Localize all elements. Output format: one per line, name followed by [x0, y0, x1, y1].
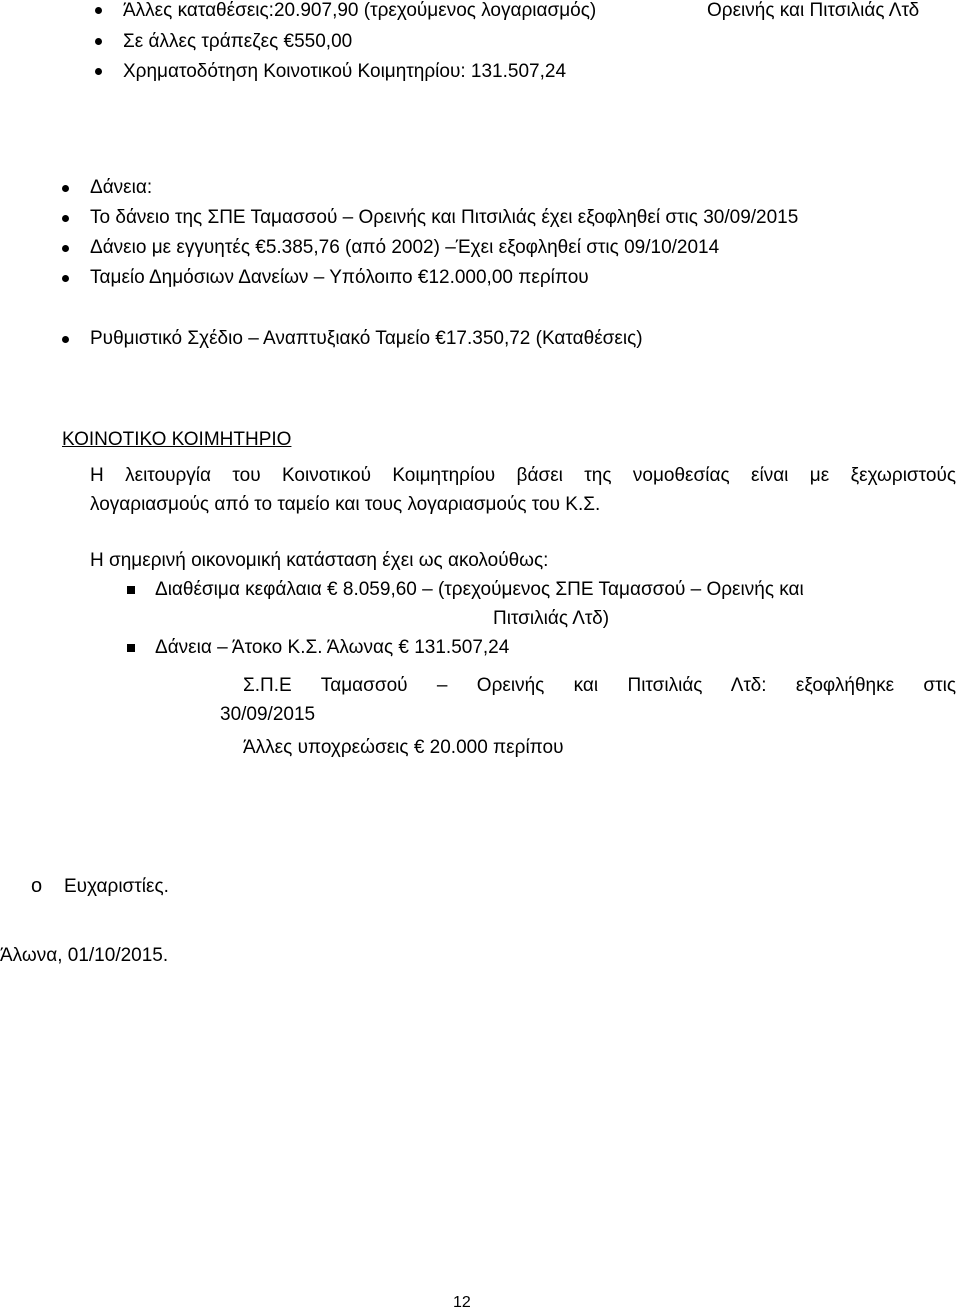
bullet-dot-icon — [62, 336, 69, 343]
place-date: Άλωνα, 01/10/2015. — [0, 945, 169, 966]
list-item-other-deposits: Άλλες καταθέσεις:20.907,90 (τρεχούμενος λογαριασμός) — [123, 0, 597, 21]
list-item-loan-guarantors: Δάνειο με εγγυητές €5.385,76 (από 2002) –Έχει εξοφληθεί στις 09/10/2014 — [90, 237, 720, 258]
section-heading-cemetery: ΚΟΙΝΟΤΙΚΟ ΚΟΙΜΗΤΗΡΙΟ — [62, 429, 292, 450]
other-liabilities: Άλλες υποχρεώσεις € 20.000 περίπου — [243, 737, 564, 758]
bullet-square-icon — [127, 586, 135, 594]
bullet-dot-icon — [95, 7, 102, 14]
list-item-interest-free-loan: Δάνεια – Άτοκο Κ.Σ. Άλωνας € 131.507,24 — [155, 637, 510, 658]
list-item-loan-spe: Το δάνειο της ΣΠΕ Ταμασσού – Ορεινής και Πιτσιλιάς έχει εξοφληθεί στις 30/09/2015 — [90, 207, 799, 228]
note-line: Σ.Π.Ε Ταμασσού – Ορεινής και Πιτσιλιάς Λτδ: εξοφλήθηκε στις — [243, 675, 956, 696]
thanks-line: Ευχαριστίες. — [64, 876, 169, 897]
bullet-square-icon — [127, 644, 135, 652]
list-item-available-funds-cont: Πιτσιλιάς Λτδ) — [493, 608, 610, 629]
bullet-dot-icon — [62, 215, 69, 222]
paragraph-line: Η λειτουργία του Κοινοτικού Κοιμητηρίου βάσει της νομοθεσίας είναι με ξεχωριστούς — [90, 465, 956, 486]
bullet-dot-icon — [95, 38, 102, 45]
list-item-available-funds: Διαθέσιμα κεφάλαια € 8.059,60 – (τρεχούμενος ΣΠΕ Ταμασσού – Ορεινής και — [155, 579, 804, 600]
list-item-cemetery-funding: Χρηματοδότηση Κοινοτικού Κοιμητηρίου: 131.507,24 — [123, 61, 567, 82]
bullet-circle-icon: o — [31, 875, 43, 897]
bullet-dot-icon — [62, 185, 69, 192]
list-item-public-loans-fund: Ταμείο Δημόσιων Δανείων – Υπόλοιπο €12.000,00 περίπου — [90, 267, 589, 288]
note-line-date: 30/09/2015 — [220, 704, 316, 725]
list-item-fragment-right: Ορεινής και Πιτσιλιάς Λτδ — [707, 0, 920, 21]
bullet-dot-icon — [62, 275, 69, 282]
bullet-dot-icon — [95, 68, 102, 75]
bullet-dot-icon — [62, 245, 69, 252]
paragraph-line: λογαριασμούς από το ταμείο και τους λογαριασμούς του Κ.Σ. — [90, 494, 601, 515]
list-item-development-fund: Ρυθμιστικό Σχέδιο – Αναπτυξιακό Ταμείο €17.350,72 (Καταθέσεις) — [90, 328, 643, 349]
status-intro: Η σημερινή οικονομική κατάσταση έχει ως ακολούθως: — [90, 550, 549, 571]
list-item-loans-heading: Δάνεια: — [90, 177, 153, 198]
page-number: 12 — [453, 1294, 471, 1311]
list-item-other-banks: Σε άλλες τράπεζες €550,00 — [123, 31, 353, 52]
